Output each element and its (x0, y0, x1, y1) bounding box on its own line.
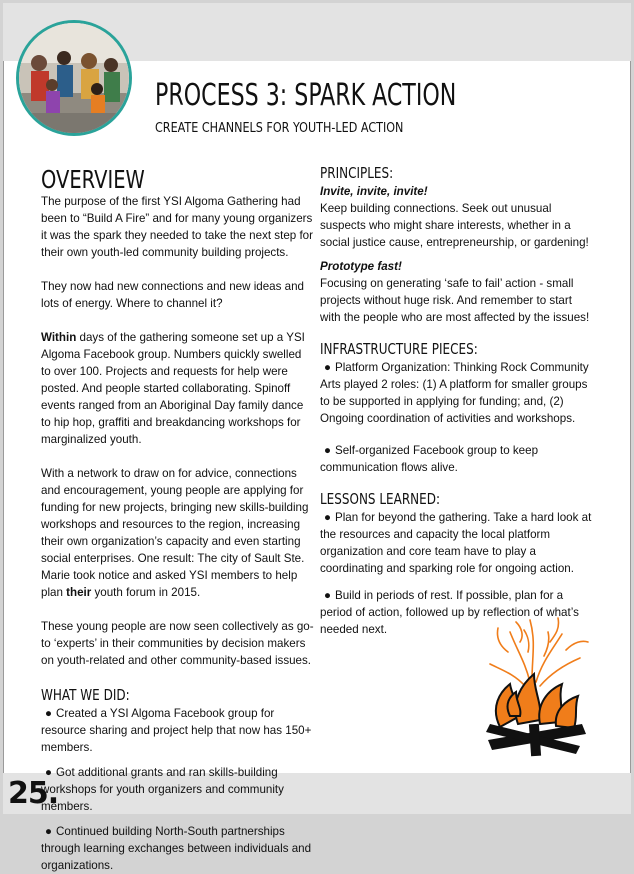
principles-heading: PRINCIPLES: (320, 164, 394, 182)
page-subtitle: CREATE CHANNELS FOR YOUTH-LED ACTION (155, 121, 404, 136)
overview-paragraph-4: With a network to draw on for advice, connections and encouragement, young people are applying for funding for new projects, bringing new skills-building workshops and resources to the region, increasing their own organization’s capacity and even starting social enterprises. One result: The city of Sault Ste. Marie took notice and asked YSI members to help plan their youth forum in 2015. (41, 467, 309, 599)
list-item: ● Created a YSI Algoma Facebook group for resource sharing and project help that now has 150+ members. (41, 707, 312, 754)
bonfire-illustration (470, 612, 600, 762)
list-item: ● Platform Organization: Thinking Rock Community Arts played 2 roles: (1) A platform for smaller groups to be supported in applying for funding; and, (2) Ongoing coordination of activities and workshops. (320, 361, 589, 425)
list-item: ● Self-organized Facebook group to keep communication flows alive. (320, 444, 539, 474)
group-photo (16, 20, 132, 136)
emphasis-within: Within (41, 331, 77, 344)
list-item: ● Plan for beyond the gathering. Take a hard look at the resources and capacity the local platform organization and core team have to play a coordinating and sparking role for ongoing action. (320, 511, 592, 575)
overview-paragraph-3: Within days of the gathering someone set up a YSI Algoma Facebook group. Numbers quickly swelled to over 100. Projects and requests for help were posted. And people started collaborating. Spinoff events ranged from an Aboriginal Day family dance to hip hop, graffiti and breakdancing workshops for marginalized youth. (41, 331, 305, 446)
principle-title: Invite, invite, invite! (320, 185, 428, 198)
left-column (41, 165, 314, 874)
what-we-did-heading: WHAT WE DID: (41, 686, 130, 704)
principle-text: Focusing on generating ‘safe to fail’ action - small projects without huge risk. And remember to start with the people who are most affected by the issues! (320, 277, 590, 324)
overview-paragraph-1: The purpose of the first YSI Algoma Gathering had been to “Build A Fire” and for many young organizers it was the spark they needed to take the next step for their own youth-led community building projects. (41, 195, 313, 259)
lessons-heading: LESSONS LEARNED: (320, 490, 441, 508)
overview-heading: OVERVIEW (41, 165, 145, 194)
list-item: ● Continued building North-South partnerships through learning exchanges between individuals and organizations. (41, 825, 312, 872)
page-title: PROCESS 3: SPARK ACTION (155, 78, 457, 113)
list-item: ● Build in periods of rest. If possible, plan for a period of action, followed up by reflection of what’s needed next. (320, 589, 579, 636)
infrastructure-heading: INFRASTRUCTURE PIECES: (320, 340, 478, 358)
emphasis-their: their (66, 586, 92, 599)
list-item: ● Got additional grants and ran skills-building workshops for youth organizers and community members. (41, 766, 284, 813)
principle-text: Keep building connections. Seek out unusual suspects who might share interests, whether in a social justice cause, entrepreneurship, or gardening! (320, 202, 589, 249)
right-column (320, 163, 592, 638)
principle-title: Prototype fast! (320, 260, 402, 273)
overview-paragraph-5: These young people are now seen collectively as go-to ‘experts’ in their communities by decision makers on youth-related and other community-based issues. (41, 620, 314, 667)
page-number: 25. (8, 776, 59, 811)
overview-paragraph-2: They now had new connections and new ideas and lots of energy. Where to channel it? (41, 280, 304, 310)
